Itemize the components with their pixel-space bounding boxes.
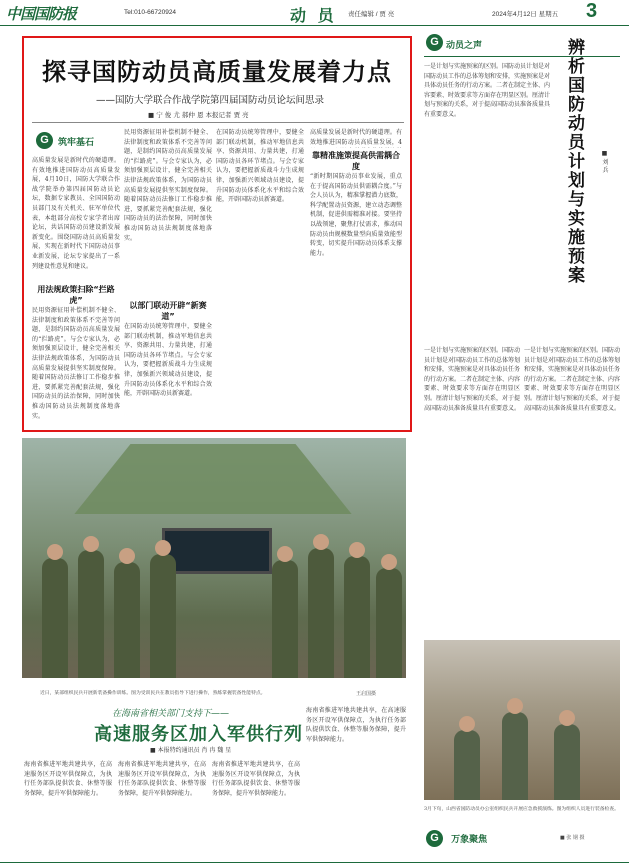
person — [42, 558, 68, 678]
bottom-col-3: 海南省推进军地共建共享，在高速服务区开设军供保障点，为执行任务部队提供饮食、休整等服务保障，提升军供保障能力。 — [212, 761, 300, 797]
section-badge-icon: G — [36, 132, 53, 149]
bottom-byline: ■ 本报特约通讯员 肖 冉 魏 星 — [150, 747, 232, 754]
right-article-title: 辨析国防动员计划与实施预案 — [564, 38, 584, 285]
subhead-coordination: 以部门联动开辟“新赛道” — [129, 301, 207, 321]
divider — [0, 862, 629, 863]
featured-subtitle: ——国防大学联合作战学院第四届国防动员论坛间思录 — [96, 95, 325, 106]
featured-byline: ■ 宁 俊 尤 郝仲 恩 本报记者 贾 亮 — [148, 111, 249, 119]
divider — [424, 56, 620, 57]
person — [344, 556, 370, 678]
coordination-text: 在国防动员统筹管理中，要健全部门联动机制，推动军地信息共享、资源共用、力量共建，打通国防动员各环节堵点。与会专家认为，要把握新质战斗力生成规律，加强新兴领域动员建设，提升国防动员体系化水平和综合效能，开辟国防动员新赛道。 — [124, 323, 212, 398]
section-title: 动 员 — [290, 6, 337, 25]
section-badge-icon: G — [426, 830, 443, 847]
right-article-intro: 一是计划与实施预案的区别。国防动员计划是对国防动员工作的总体筹划和安排，实施预案是对具体动员任务的行动方案。二者在制定主体、内容要素、时效要求等方面存在明显区别。厘清计划与预案的关系，对于提高国防动员准备质量具有重要意义。 — [424, 63, 550, 118]
tent-canopy — [48, 444, 378, 514]
column-2-text: 民用资源征用补偿机制不健全、法律制度和政策体系不完善等问题，是制约国防动员高质量发展的“拦路虎”。与会专家认为，必须加强顶层设计，健全完善相关法律法规政策体系，为国防动员高质量发展提供坚实制度保障。随着国防动员法修订工作稳步推进，要抓紧完善配套法规，强化国防动员的法治保障，同时加快推动国防动员法规制度落地落实。 — [124, 129, 212, 242]
bottom-kicker: 在海南省相关部门支持下—— — [112, 709, 230, 719]
equipment-display — [162, 528, 272, 574]
news-photo-right — [424, 640, 620, 800]
person — [554, 724, 580, 800]
wanxiang-section — [426, 828, 487, 847]
page-number: 3 — [586, 0, 598, 22]
person — [502, 712, 528, 800]
bottom-col-2: 海南省推进军地共建共享，在高速服务区开设军供保障点，为执行任务部队提供饮食、休整等服务保障，提升军供保障能力。 — [118, 761, 206, 797]
right-photo-caption: 3月下旬，山西省国防动员办公室组织民兵开展应急救援演练。图为组织人员进行装备检查。 — [424, 807, 619, 812]
person — [454, 730, 480, 800]
photo-credit: 王启国摄 — [356, 691, 377, 697]
right-article-author: ■ 刘 兵 — [601, 150, 608, 173]
editors: 责任编辑 / 贾 亮 — [348, 11, 395, 18]
precision-text: “新时期国防动员事业发展，重点在于提高国防动员供需耦合度。”与会人员认为，精准掌握潜力底数，科学配置动员资源，建立动态调整机制，促进供需精准对接。要坚持以战领建，聚焦打仗需求，推动国防动员由规模数量型向质量效能型转变，切实提升国防动员体系支撑能力。 — [310, 173, 402, 257]
contact-phone: Tel:010-66720924 — [124, 9, 177, 16]
subhead-precision: 靠精准施策提高供需耦合度 — [312, 151, 400, 171]
right-kicker: 动员之声 — [446, 41, 483, 51]
subhead-regulations: 用法规政策扫除“拦路虎” — [37, 285, 115, 305]
right-photo-credit: ■ 张 钢 摄 — [560, 835, 585, 841]
featured-title: 探寻国防动员高质量发展着力点 — [42, 58, 392, 86]
right-article-col-1: 一是计划与实施预案的区别。国防动员计划是对国防动员工作的总体筹划和安排，实施预案是对具体动员任务的行动方案。二者在制定主体、内容要素、时效要求等方面存在明显区别。厘清计划与预案的关系，对于提高国防动员准备质量具有重要意义。 — [424, 347, 520, 412]
issue-date: 2024年4月12日 星期五 — [492, 11, 559, 18]
section-badge-icon: G — [426, 34, 443, 51]
person — [272, 560, 298, 678]
divider — [32, 122, 404, 123]
newspaper-logo: 中国国防报 — [6, 5, 77, 23]
person — [150, 554, 176, 678]
intro-kicker: 筑牢基石 — [58, 138, 95, 148]
column-3-text: 在国防动员统筹管理中，要健全部门联动机制，推动军地信息共享、资源共用、力量共建，打通国防动员各环节堵点。与会专家认为，要把握新质战斗力生成规律，加强新兴领域动员建设，提升国防动员体系化水平和综合效能，开辟国防动员新赛道。 — [216, 129, 304, 204]
bottom-title: 高速服务区加入军供行列 — [94, 724, 303, 745]
person — [78, 550, 104, 678]
person — [376, 568, 402, 678]
regulations-text: 民用资源征用补偿机制不健全、法律制度和政策体系不完善等问题，是制约国防动员高质量发展的“拦路虎”。与会专家认为，必须加强顶层设计，健全完善相关法律法规政策体系，为国防动员高质量发展提供坚实制度保障。随着国防动员法修订工作稳步推进，要抓紧完善配套法规，强化国防动员的法治保障，同时加快推动国防动员法规制度落地落实。 — [32, 307, 120, 420]
news-photo — [22, 438, 406, 678]
photo-caption: 近日，某部组织民兵开展新装备操作训练。图为受训民兵在教员指导下进行操作，熟练掌握装备性能特点。 — [40, 691, 266, 696]
column-4-top-text: 高质量发展是新时代的硬道理。有效地推进国防动员高质量发展，4 — [310, 129, 402, 146]
right-article-col-2: 一是计划与实施预案的区别。国防动员计划是对国防动员工作的总体筹划和安排，实施预案是对具体动员任务的行动方案。二者在制定主体、内容要素、时效要求等方面存在明显区别。厘清计划与预案的关系，对于提高国防动员准备质量具有重要意义。 — [524, 347, 620, 412]
person — [114, 562, 140, 678]
person — [308, 548, 334, 678]
bottom-col-1: 海南省推进军地共建共享，在高速服务区开设军供保障点，为执行任务部队提供饮食、休整等服务保障，提升军供保障能力。 — [24, 761, 112, 797]
wanxiang-label: 万象聚焦 — [451, 835, 488, 845]
intro-text: 高质量发展是新时代的硬道理。有效地推进国防动员高质量发展，4月10日，国防大学联合作战学院举办第四届国防动员论坛，数据专家教员、全国国防动员部门及有关机关、驻军单位代表，本组部分高校专家学者出席论坛，共话国防动员建设新发展新变化。围绕国防动员高质量发展，实现在新时代下国防动员事业新发展，论坛专家提出了一系列建设性意见和建议。 — [32, 157, 120, 270]
bottom-col-4: 海南省推进军地共建共享，在高速服务区开设军供保障点，为执行任务部队提供饮食、休整等服务保障，提升军供保障能力。 — [306, 707, 406, 743]
